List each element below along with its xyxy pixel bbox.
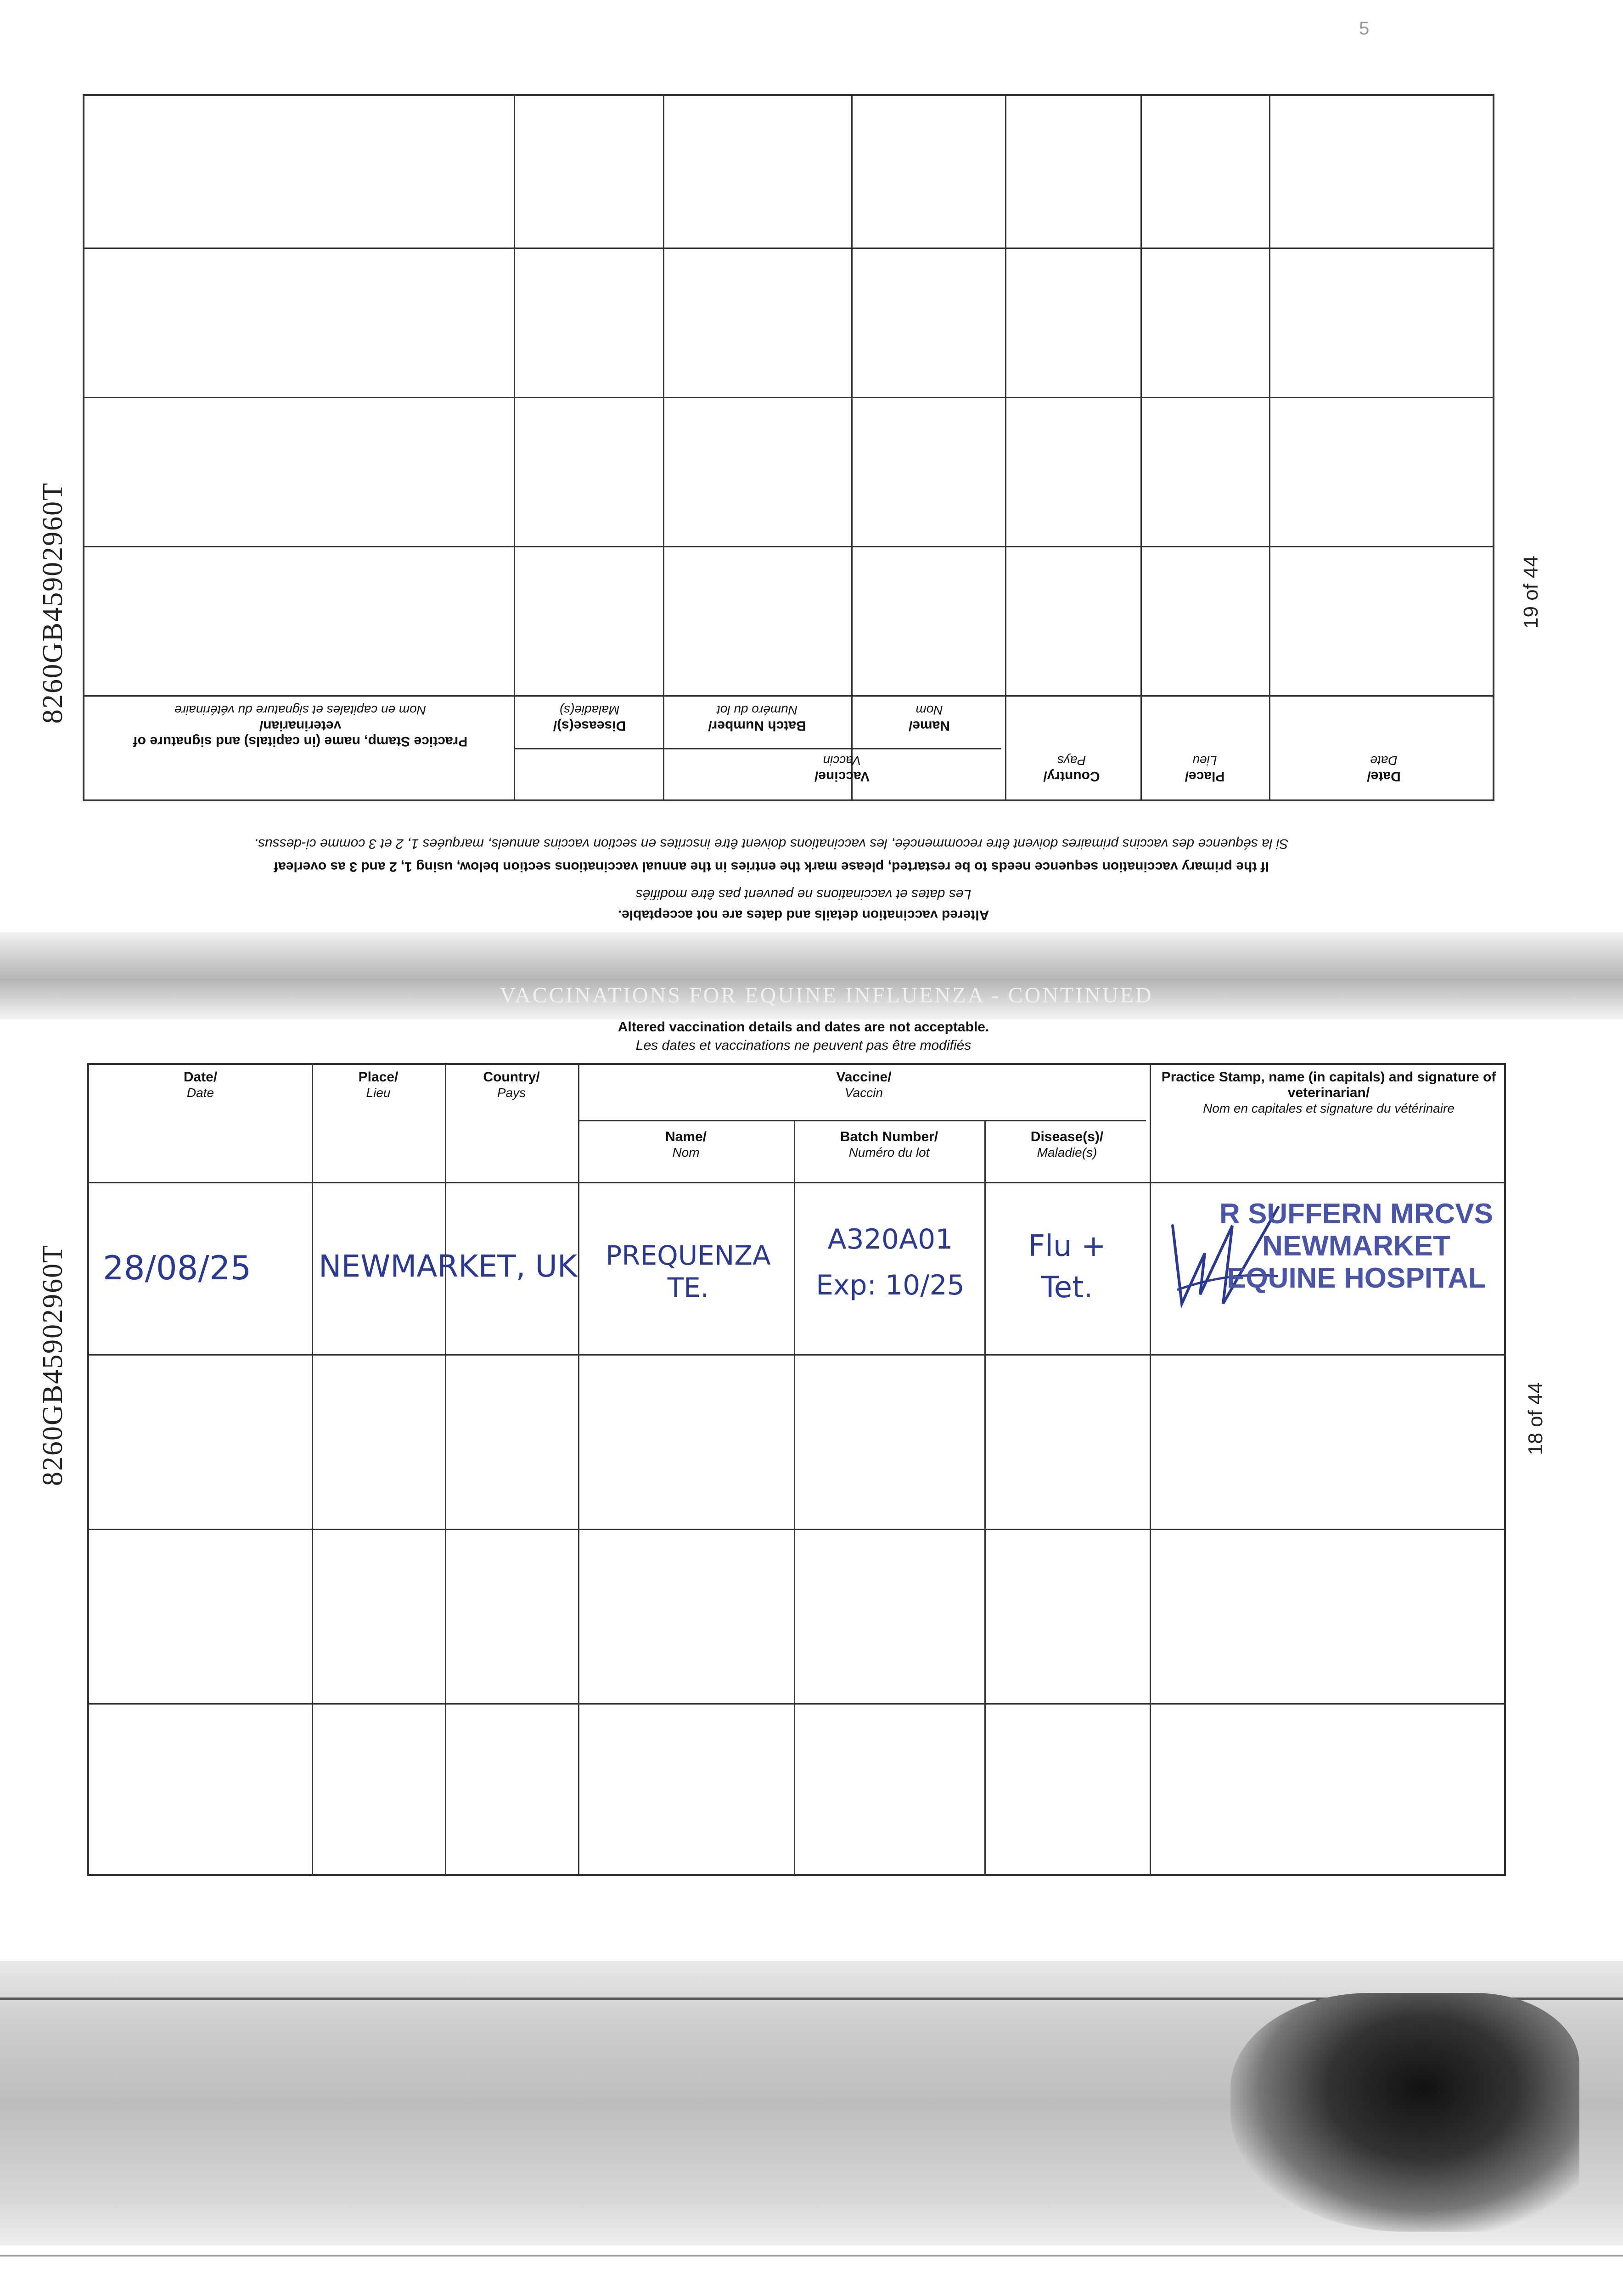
upper-header-name: Name/ Nom — [908, 703, 950, 733]
lower-notice-fr: Les dates et vaccinations ne peuvent pas être modifiés — [635, 1038, 972, 1053]
upper-instruction: If the primary vaccination sequence needs to be restarted, please mark the entries in the annual vaccinations section below, using 1, 2 and 3 as overleaf — [274, 859, 1269, 874]
entry-date: 28/08/25 — [103, 1249, 252, 1287]
entry-place-country: NEWMARKET, UK — [319, 1249, 578, 1284]
upper-header-disease: Disease(s)/ Maladie(s) — [553, 703, 626, 733]
upper-document-id: 8260GB45902960T — [37, 482, 68, 724]
upper-header-batch: Batch Number/ Numéro du lot — [708, 703, 806, 733]
scanner-thumb-shadow — [1230, 1993, 1579, 2232]
lower-header-place: Place/ Lieu — [358, 1069, 399, 1100]
lower-header-name: Name/ Nom — [665, 1129, 707, 1159]
lower-page — [0, 1019, 1623, 1938]
upper-header-place: Place/ Lieu — [1185, 754, 1225, 784]
upper-header-country: Country/ Pays — [1043, 754, 1100, 784]
lower-notice: Altered vaccination details and dates are not acceptable. — [618, 1019, 989, 1035]
entry-disease: Flu + Tet. — [1028, 1229, 1106, 1305]
lower-vaccination-table — [87, 1063, 1506, 1876]
upper-page-number: 19 of 44 — [1520, 556, 1542, 629]
lower-document-id: 8260GB45902960T — [37, 1244, 68, 1486]
upper-header-vaccine: Vaccine/ Vaccin — [814, 754, 870, 784]
lower-header-date: Date/ Date — [183, 1069, 218, 1100]
upper-page — [0, 0, 1623, 937]
upper-header-date: Date/ Date — [1367, 754, 1401, 784]
lower-header-batch: Batch Number/ Numéro du lot — [840, 1129, 938, 1159]
upper-header-stamp: Practice Stamp, name (in capitals) and signature of veterinarian/ Nom en capitales et signature du vétérinaire — [133, 703, 468, 749]
corner-mark: 5 — [1359, 18, 1370, 39]
upper-notice-fr: Les dates et vaccinations ne peuvent pas être modifiés — [635, 887, 972, 902]
lower-header-stamp: Practice Stamp, name (in capitals) and signature of veterinarian/ Nom en capitales et signature du vétérinaire — [1161, 1069, 1496, 1115]
upper-notice: Altered vaccination details and dates are not acceptable. — [618, 907, 989, 923]
lower-header-vaccine: Vaccine/ Vaccin — [836, 1069, 892, 1100]
lower-banner: VACCINATIONS FOR EQUINE INFLUENZA - CONTINUED — [500, 983, 1153, 1007]
practice-stamp: R SUFFERN MRCVS NEWMARKET EQUINE HOSPITAL — [1219, 1198, 1493, 1294]
upper-vaccination-table — [83, 94, 1494, 801]
entry-vaccine-name: PREQUENZA TE. — [606, 1240, 771, 1303]
scan-bottom-edge — [0, 1961, 1623, 2245]
upper-instruction-fr: Si la séquence des vaccins primaires doivent être recommencée, les vaccinations doivent être inscrites en section vaccins annuels, marquées 1, 2 et 3 comme ci-dessus. — [254, 836, 1289, 851]
lower-header-disease: Disease(s)/ Maladie(s) — [1030, 1129, 1104, 1159]
lower-page-number: 18 of 44 — [1524, 1382, 1547, 1456]
scan-shadow-band — [0, 932, 1623, 1019]
lower-header-country: Country/ Pays — [483, 1069, 540, 1100]
entry-batch: A320A01 Exp: 10/25 — [816, 1223, 965, 1301]
